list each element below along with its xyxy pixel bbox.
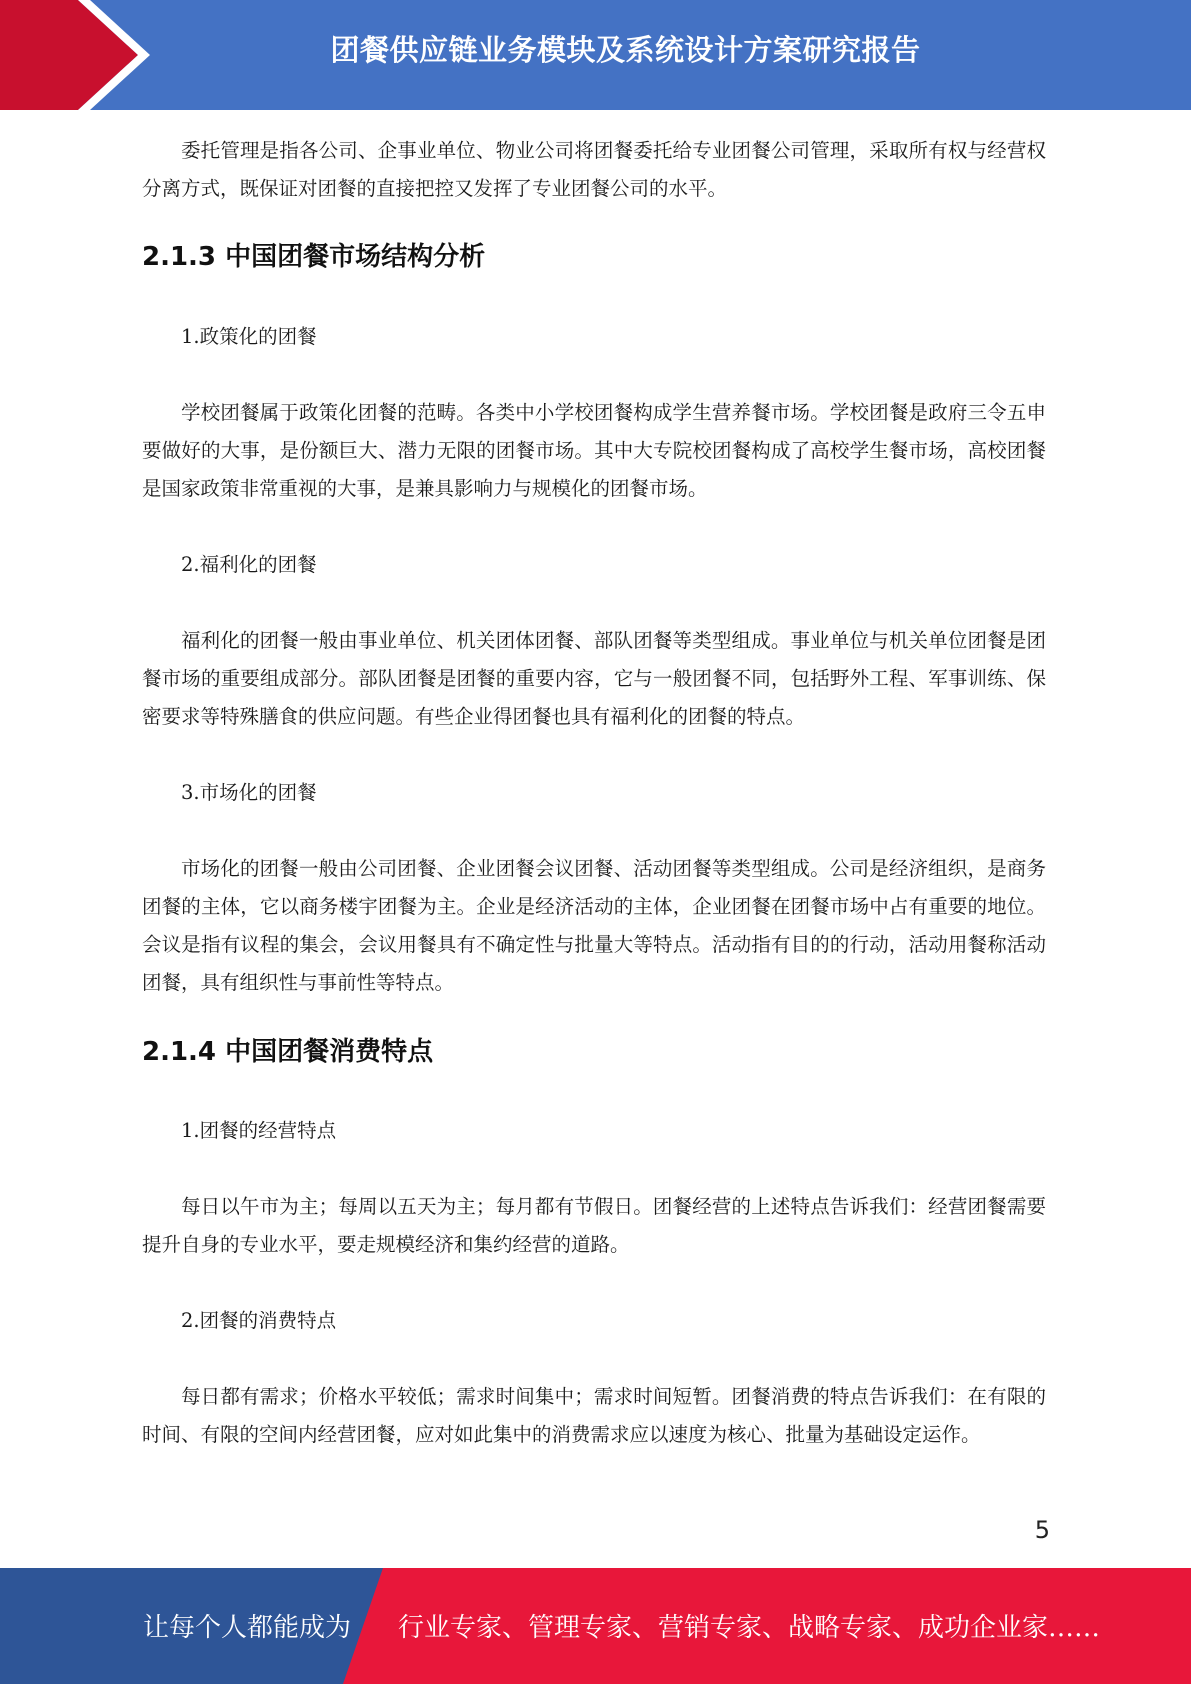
subheading: 1.政策化的团餐 [181, 325, 317, 348]
intro-paragraph: 委托管理是指各公司、企事业单位、物业公司将团餐委托给专业团餐公司管理，采取所有权与经营权分离方式，既保证对团餐的直接把控又发挥了专业团餐公司的水平。 [142, 139, 1046, 200]
body-paragraph: 每日都有需求；价格水平较低；需求时间集中；需求时间短暂。团餐消费的特点告诉我们：在有限的时间、有限的空间内经营团餐，应对如此集中的消费需求应以速度为核心、批量为基础设定运作。 [142, 1385, 1046, 1446]
body-paragraph: 每日以午市为主；每周以五天为主；每月都有节假日。团餐经营的上述特点告诉我们：经营团餐需要提升自身的专业水平，要走规模经济和集约经营的道路。 [142, 1195, 1046, 1256]
body-paragraph: 学校团餐属于政策化团餐的范畴。各类中小学校团餐构成学生营养餐市场。学校团餐是政府三令五申要做好的大事，是份额巨大、潜力无限的团餐市场。其中大专院校团餐构成了高校学生餐市场，高校团餐是国家政策非常重视的大事，是兼具影响力与规模化的团餐市场。 [142, 401, 1046, 500]
subheading: 2.福利化的团餐 [181, 553, 317, 576]
body-paragraph: 福利化的团餐一般由事业单位、机关团体团餐、部队团餐等类型组成。事业单位与机关单位团餐是团餐市场的重要组成部分。部队团餐是团餐的重要内容，它与一般团餐不同，包括野外工程、军事训练、保密要求等特殊膳食的供应问题。有些企业得团餐也具有福利化的团餐的特点。 [142, 629, 1046, 728]
document-title: 团餐供应链业务模块及系统设计方案研究报告 [330, 33, 921, 67]
subheading: 1.团餐的经营特点 [181, 1119, 337, 1142]
page-number: 5 [1034, 1516, 1050, 1544]
subheading: 2.团餐的消费特点 [181, 1309, 337, 1332]
page-content [142, 132, 1046, 1454]
footer-slogan-right: 行业专家、管理专家、营销专家、战略专家、成功企业家…… [398, 1613, 1101, 1643]
footer-slogan-left: 让每个人都能成为 [143, 1613, 352, 1643]
subheading: 3.市场化的团餐 [181, 781, 317, 804]
section-title-2-1-3: 2.1.3 中国团餐市场结构分析 [142, 242, 486, 272]
body-paragraph: 市场化的团餐一般由公司团餐、企业团餐会议团餐、活动团餐等类型组成。公司是经济组织，是商务团餐的主体，它以商务楼宇团餐为主。企业是经济活动的主体，企业团餐在团餐市场中占有重要的地位。会议是指有议程的集会，会议用餐具有不确定性与批量大等特点。活动指有目的的行动，活动用餐称活动团餐，具有组织性与事前性等特点。 [142, 857, 1046, 994]
section-title-2-1-4: 2.1.4 中国团餐消费特点 [142, 1037, 434, 1067]
